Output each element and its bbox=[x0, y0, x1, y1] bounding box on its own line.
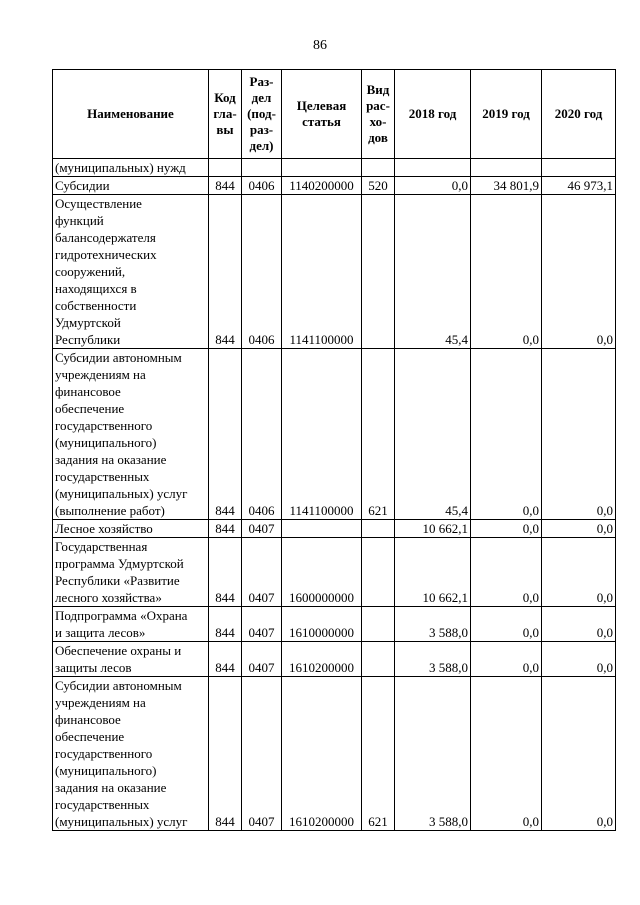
row-2020-cell: 0,0 bbox=[542, 195, 616, 349]
table-row bbox=[53, 677, 616, 831]
header-row bbox=[53, 70, 616, 159]
row-2019-cell: 0,0 bbox=[471, 520, 542, 538]
row-2019-cell: 34 801,9 bbox=[471, 177, 542, 195]
row-target-item-cell: 1140200000 bbox=[282, 177, 362, 195]
row-2018-cell: 3 588,0 bbox=[395, 677, 471, 831]
row-name-cell: Осуществление функций балансодержателя гидротехнических сооружений, находящихся в собственности Удмуртской Республики bbox=[53, 195, 209, 349]
table-row bbox=[53, 195, 616, 349]
row-2019-cell: 0,0 bbox=[471, 349, 542, 520]
row-expense-type-cell: 621 bbox=[362, 349, 395, 520]
row-2020-cell: 0,0 bbox=[542, 607, 616, 642]
row-name-cell: Субсидии автономным учреждениям на финансовое обеспечение государственного (муниципального) задания на оказание государственных (муниципальных) услуг bbox=[53, 677, 209, 831]
row-expense-type-cell: 520 bbox=[362, 177, 395, 195]
row-section-cell: 0407 bbox=[242, 607, 282, 642]
row-2018-cell: 45,4 bbox=[395, 195, 471, 349]
row-chapter-code-cell: 844 bbox=[209, 520, 242, 538]
row-target-item-cell bbox=[282, 520, 362, 538]
row-2020-cell: 0,0 bbox=[542, 677, 616, 831]
row-target-item-cell: 1610000000 bbox=[282, 607, 362, 642]
row-2019-cell: 0,0 bbox=[471, 677, 542, 831]
row-chapter-code-cell: 844 bbox=[209, 677, 242, 831]
row-chapter-code-cell: 844 bbox=[209, 195, 242, 349]
row-2019-cell: 0,0 bbox=[471, 195, 542, 349]
header-section: Раз- дел (под- раз- дел) bbox=[242, 70, 282, 159]
row-expense-type-cell bbox=[362, 159, 395, 177]
row-2020-cell: 0,0 bbox=[542, 349, 616, 520]
table-row bbox=[53, 607, 616, 642]
row-2020-cell: 0,0 bbox=[542, 642, 616, 677]
row-name-cell: Лесное хозяйство bbox=[53, 520, 209, 538]
row-section-cell: 0407 bbox=[242, 642, 282, 677]
header-2020: 2020 год bbox=[542, 70, 616, 159]
table-row bbox=[53, 177, 616, 195]
row-2020-cell: 0,0 bbox=[542, 538, 616, 607]
row-section-cell: 0407 bbox=[242, 520, 282, 538]
row-chapter-code-cell: 844 bbox=[209, 642, 242, 677]
page-number: 86 bbox=[313, 38, 327, 53]
header-2019: 2019 год bbox=[471, 70, 542, 159]
row-expense-type-cell bbox=[362, 520, 395, 538]
row-target-item-cell bbox=[282, 159, 362, 177]
header-expense-type: Вид рас- хо- дов bbox=[362, 70, 395, 159]
row-expense-type-cell bbox=[362, 195, 395, 349]
row-chapter-code-cell: 844 bbox=[209, 349, 242, 520]
row-2019-cell bbox=[471, 159, 542, 177]
row-section-cell: 0406 bbox=[242, 195, 282, 349]
row-section-cell: 0406 bbox=[242, 177, 282, 195]
row-2018-cell bbox=[395, 159, 471, 177]
row-section-cell bbox=[242, 159, 282, 177]
row-section-cell: 0407 bbox=[242, 677, 282, 831]
row-2018-cell: 10 662,1 bbox=[395, 538, 471, 607]
row-name-cell: Субсидии автономным учреждениям на финансовое обеспечение государственного (муниципального) задания на оказание государственных (муниципальных) услуг (выполнение работ) bbox=[53, 349, 209, 520]
row-2019-cell: 0,0 bbox=[471, 607, 542, 642]
row-target-item-cell: 1141100000 bbox=[282, 195, 362, 349]
row-section-cell: 0406 bbox=[242, 349, 282, 520]
row-expense-type-cell bbox=[362, 607, 395, 642]
row-2019-cell: 0,0 bbox=[471, 538, 542, 607]
row-2020-cell: 46 973,1 bbox=[542, 177, 616, 195]
row-chapter-code-cell: 844 bbox=[209, 177, 242, 195]
row-target-item-cell: 1600000000 bbox=[282, 538, 362, 607]
row-2020-cell bbox=[542, 159, 616, 177]
table-row bbox=[53, 349, 616, 520]
row-2018-cell: 10 662,1 bbox=[395, 520, 471, 538]
header-2018: 2018 год bbox=[395, 70, 471, 159]
row-chapter-code-cell: 844 bbox=[209, 538, 242, 607]
table-row bbox=[53, 159, 616, 177]
header-target-item: Целевая статья bbox=[282, 70, 362, 159]
row-expense-type-cell bbox=[362, 538, 395, 607]
row-2018-cell: 0,0 bbox=[395, 177, 471, 195]
row-name-cell: (муниципальных) нужд bbox=[53, 159, 209, 177]
row-expense-type-cell bbox=[362, 642, 395, 677]
row-section-cell: 0407 bbox=[242, 538, 282, 607]
row-2018-cell: 45,4 bbox=[395, 349, 471, 520]
table-row bbox=[53, 520, 616, 538]
row-expense-type-cell: 621 bbox=[362, 677, 395, 831]
row-name-cell: Подпрограмма «Охрана и защита лесов» bbox=[53, 607, 209, 642]
header-name: Наименование bbox=[53, 70, 209, 159]
row-name-cell: Государственная программа Удмуртской Республики «Развитие лесного хозяйства» bbox=[53, 538, 209, 607]
row-target-item-cell: 1610200000 bbox=[282, 677, 362, 831]
row-2020-cell: 0,0 bbox=[542, 520, 616, 538]
row-name-cell: Субсидии bbox=[53, 177, 209, 195]
row-2019-cell: 0,0 bbox=[471, 642, 542, 677]
row-2018-cell: 3 588,0 bbox=[395, 642, 471, 677]
budget-table bbox=[52, 69, 616, 831]
row-chapter-code-cell bbox=[209, 159, 242, 177]
row-target-item-cell: 1610200000 bbox=[282, 642, 362, 677]
row-2018-cell: 3 588,0 bbox=[395, 607, 471, 642]
row-target-item-cell: 1141100000 bbox=[282, 349, 362, 520]
table-row bbox=[53, 642, 616, 677]
header-chapter-code: Код гла- вы bbox=[209, 70, 242, 159]
row-name-cell: Обеспечение охраны и защиты лесов bbox=[53, 642, 209, 677]
row-chapter-code-cell: 844 bbox=[209, 607, 242, 642]
table-row bbox=[53, 538, 616, 607]
